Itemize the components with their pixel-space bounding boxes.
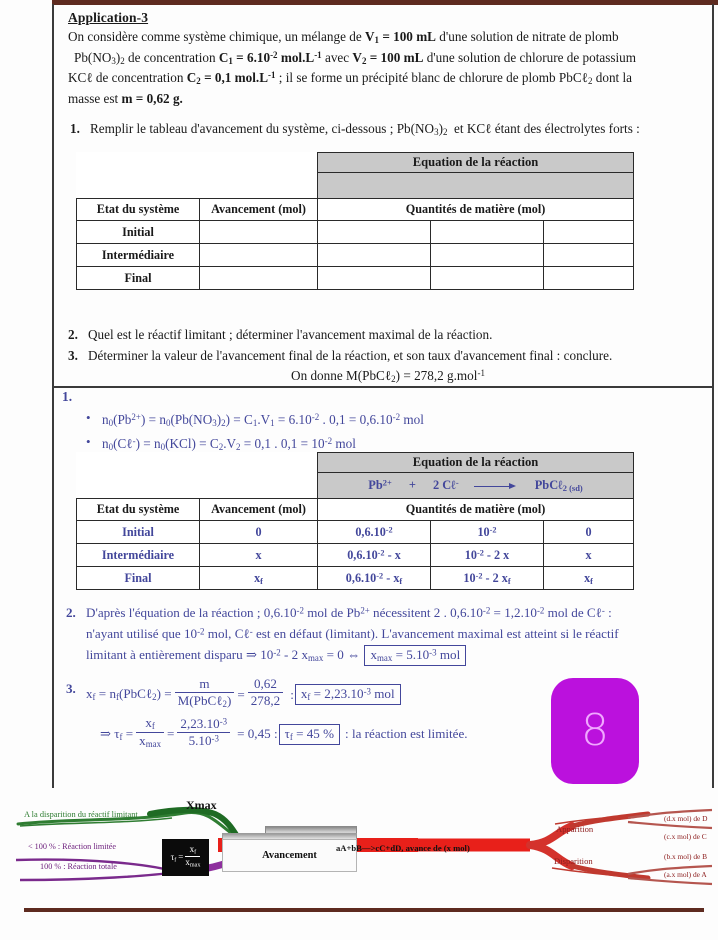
cell-q1: $0,6.10^{-2} - x_f$ xyxy=(318,567,431,590)
table-row xyxy=(77,244,634,267)
equation-plus: + xyxy=(408,478,416,493)
given-data: On donne M(PbCℓ$_2$) = 278,2 g.mol$^{-1}$ xyxy=(291,368,485,385)
bullet-n0-pb: • $n_0(Pb^{2+}) = n_0(Pb(NO_3)_2) = C_1.V_1 = 6.10^{-2}$ . $0,1 = 0,6.10^{-2}$ mol xyxy=(84,408,714,432)
cell-state: Initial xyxy=(77,221,200,244)
cell-q2: $10^{-2}$ xyxy=(431,521,544,544)
limiting-reagent-label: A la disparition du réactif limitant xyxy=(24,810,138,819)
conclusion-text: : la réaction est limitée. xyxy=(345,726,468,742)
table-row xyxy=(77,544,634,567)
cell-q2 xyxy=(431,267,544,290)
cell-q2 xyxy=(431,244,544,267)
fraction-numerator: 0,62 xyxy=(253,676,277,692)
leaf-label-c: (c.x mol) de C xyxy=(664,832,707,841)
cell-advancement: $x_f$ xyxy=(200,567,318,590)
solution-question-2 xyxy=(62,602,712,666)
cell-state: Intermédiaire xyxy=(77,544,200,567)
fraction-062-over-2782 xyxy=(248,677,283,708)
page-top-rule xyxy=(52,0,718,5)
cell-q2 xyxy=(431,221,544,244)
solution-number-1: 1. xyxy=(62,389,73,404)
table-row xyxy=(77,267,634,290)
fraction-223e3-over-5e3 xyxy=(177,717,230,748)
tau-denominator: $x_{max}$ xyxy=(185,857,201,869)
col-header-quantities: Quantités de matière (mol) xyxy=(318,499,634,521)
equation-product: PbCℓ$_{2 (sd)}$ xyxy=(534,478,583,494)
cell-q3 xyxy=(544,221,634,244)
question-item-1 xyxy=(70,119,708,139)
solution-q2-line-3: limitant à entièrement disparu ⇒ $10^{-2} - 2$ $x_{max} = 0$ ⇔ $x_{max} = 5.10^{-3}$ mol xyxy=(86,644,712,666)
fraction-numerator: $2,23.10^{-3}$ xyxy=(180,716,228,732)
table-row xyxy=(77,567,634,590)
tau-fraction xyxy=(185,845,200,869)
cell-state: Initial xyxy=(77,521,200,544)
leaf-label-a: (a.x mol) de A xyxy=(664,870,707,879)
page-frame-left xyxy=(52,4,54,788)
solution-question-3 xyxy=(62,678,582,751)
badge-number: 8 xyxy=(581,705,609,756)
cell-advancement xyxy=(200,244,318,267)
disparition-label: Disparition xyxy=(554,856,593,866)
cell-q1 xyxy=(318,267,431,290)
cell-q1 xyxy=(318,221,431,244)
problem-statement xyxy=(60,6,708,140)
cell-q3: $x_f$ xyxy=(544,567,634,590)
col-header-advancement: Avancement (mol) xyxy=(200,499,318,521)
question-list-tail xyxy=(68,325,708,384)
statement-line-3: KCℓ de concentration $C_2 = 0,1$ $mol.L^{-1}$ ; il se forme un précipité blanc de chlorure de plomb PbCℓ$_2$ dont la xyxy=(68,70,633,87)
equation-cell xyxy=(318,473,634,499)
solution-q3-line-2: ⇒ $\tau_f$ = $\frac{x_f}{x_{max}}$ = $\frac{2,23.10^{-3}}{5.10^{-3}}$ = 0,45 : $\tau_f = 45$ % : la réaction est limitée. xyxy=(100,715,468,750)
page-bottom-rule xyxy=(24,908,704,912)
question-item-3 xyxy=(68,346,708,366)
cell-q1 xyxy=(318,244,431,267)
statement-line-1: On considère comme système chimique, un mélange de $V_1 = 100$ mL d'une solution de nitrate de plomb xyxy=(68,29,619,45)
tau-symbol: $\tau_f$ xyxy=(170,851,177,864)
solution-number-3: 3. xyxy=(66,681,76,696)
leaf-label-b: (b.x mol) de B xyxy=(664,852,708,861)
question-list xyxy=(70,119,708,139)
equation-header-cell: Equation de la réaction xyxy=(318,153,634,173)
generic-equation-label: aA+bB—>cC+dD, avance de (x mol) xyxy=(336,843,470,853)
solution-bullets xyxy=(84,408,714,455)
tau-formula xyxy=(171,845,201,869)
cell-state: Intermédiaire xyxy=(77,244,200,267)
question-item-2 xyxy=(68,325,708,345)
cell-state: Final xyxy=(77,567,200,590)
solution-number-2: 2. xyxy=(66,605,76,620)
tau-numerator: $x_f$ xyxy=(189,844,197,856)
question-number: 2. xyxy=(68,327,78,342)
total-reaction-label: 100 % : Réaction totale xyxy=(40,862,117,871)
cell-q2: $10^{-2} - 2$ $x_f$ xyxy=(431,567,544,590)
solution-q2-body xyxy=(66,602,712,666)
cell-q1: $0,6.10^{-2}$ xyxy=(318,521,431,544)
cell-q3: 0 xyxy=(544,521,634,544)
col-header-quantities: Quantités de matière (mol) xyxy=(318,199,634,221)
fraction-denominator: $x_{max}$ xyxy=(136,732,164,750)
cell-advancement: x xyxy=(200,544,318,567)
tau-formula-box xyxy=(162,839,209,876)
table-row xyxy=(77,221,634,244)
page-number-badge xyxy=(551,678,639,784)
cell-advancement xyxy=(200,221,318,244)
statement-line-4: masse est m = 0,62 g. xyxy=(68,90,183,106)
fraction-m-over-M xyxy=(175,677,235,709)
statement-line-2: $Pb(NO_3)_2$ de concentration $C_1 = 6.10^{-2}$ $mol.L^{-1}$ avec $V_2 = 100$ mL d'une solution de chlorure de potassium xyxy=(74,49,637,66)
solution-q2-line-2: n'ayant utilisé que $10^{-2}$ mol, Cℓ- est en défaut (limitant). L'avancement maximal est atteint si le réactif xyxy=(86,626,619,642)
apparition-label: Apparition xyxy=(556,824,594,834)
table-row-col-headers xyxy=(77,199,634,221)
leaf-label-d: (d.x mol) de D xyxy=(664,814,708,823)
cell-q1: $0,6.10^{-2}$ - x xyxy=(318,544,431,567)
question-text: Quel est le réactif limitant ; déterminer l'avancement maximal de la réaction. xyxy=(88,327,493,342)
col-header-state: Etat du système xyxy=(77,199,200,221)
bullet-n0-cl: • $n_0(C\ell^-) = n_0(KCl) = C_2.V_2 = 0,1$ . $0,1 = 10^{-2}$ mol xyxy=(84,432,714,456)
solution-q3-body xyxy=(66,678,582,751)
table-row-equation-header xyxy=(77,453,634,473)
equation-cell xyxy=(318,173,634,199)
cell-q3 xyxy=(544,267,634,290)
boxed-xf: $x_f = 2,23.10^{-3}$ mol xyxy=(295,684,401,705)
limited-reaction-label: < 100 % : Réaction limitée xyxy=(28,842,117,851)
question-number: 3. xyxy=(68,347,78,363)
advancement-table-filled xyxy=(76,452,634,590)
cell-advancement: 0 xyxy=(200,521,318,544)
advancement-table-blank xyxy=(76,152,634,290)
reaction-arrow-icon xyxy=(474,482,520,491)
page-title: Application-3 xyxy=(68,10,149,25)
col-header-state: Etat du système xyxy=(77,499,200,521)
boxed-xmax: $x_{max} = 5.10^{-3}$ mol xyxy=(364,645,466,666)
cell-state: Final xyxy=(77,267,200,290)
solution-q2-line-1: D'après l'équation de la réaction ; $0,6.10^{-2}$ mol de $Pb^{2+}$ nécessitent 2 . $0,6.10^{-2} = 1,2.10^{-2}$ mol de Cℓ- : xyxy=(86,605,612,620)
equation-reactant-1: $Pb^{2+}$ xyxy=(368,477,392,493)
question-text: Remplir le tableau d'avancement du système, ci-dessous ; $Pb(NO_3)_2$ et KCℓ étant des électrolytes forts : xyxy=(90,120,640,137)
equation-reactant-2: 2 Cℓ- xyxy=(432,477,459,493)
table-row-equation xyxy=(77,173,634,199)
fraction-numerator: m xyxy=(199,676,210,691)
fraction-numerator: $x_f$ xyxy=(145,715,155,732)
cell-q3 xyxy=(544,244,634,267)
avancement-label: Avancement xyxy=(262,850,317,861)
fraction-denominator: M(PbCℓ$_2$) xyxy=(175,692,235,710)
fraction-denominator: 278,2 xyxy=(248,692,283,709)
table-row-equation xyxy=(77,473,634,499)
table-row-equation-header xyxy=(77,153,634,173)
question-text: Déterminer la valeur de l'avancement final de la réaction, et son taux d'avancement final : conclure. xyxy=(88,347,613,363)
xmax-label: Xmax xyxy=(186,798,217,812)
cell-advancement xyxy=(200,267,318,290)
equation-header-cell: Equation de la réaction xyxy=(318,453,634,473)
table-row-col-headers xyxy=(77,499,634,521)
purple-branch-total xyxy=(20,872,176,880)
equals-sign: = xyxy=(178,852,184,863)
solution-section xyxy=(58,388,714,455)
solution-q3-line-1: $x_f$ = $n_f(PbC\ell_2)$ = $\frac{m}{M(PbC\ell_2)}$ = $\frac{0,62}{278,2}$ : $x_f = 2,23.10^{-3}$ mol xyxy=(86,678,582,710)
cell-q3: x xyxy=(544,544,634,567)
fraction-denominator: $5.10^{-3}$ xyxy=(177,732,230,749)
cell-q2: $10^{-2} - 2$ x xyxy=(431,544,544,567)
question-number: 1. xyxy=(70,120,80,136)
col-header-advancement: Avancement (mol) xyxy=(200,199,318,221)
fraction-xf-over-xmax xyxy=(136,716,164,750)
table-row xyxy=(77,521,634,544)
boxed-tau: $\tau_f = 45$ % xyxy=(279,724,340,745)
